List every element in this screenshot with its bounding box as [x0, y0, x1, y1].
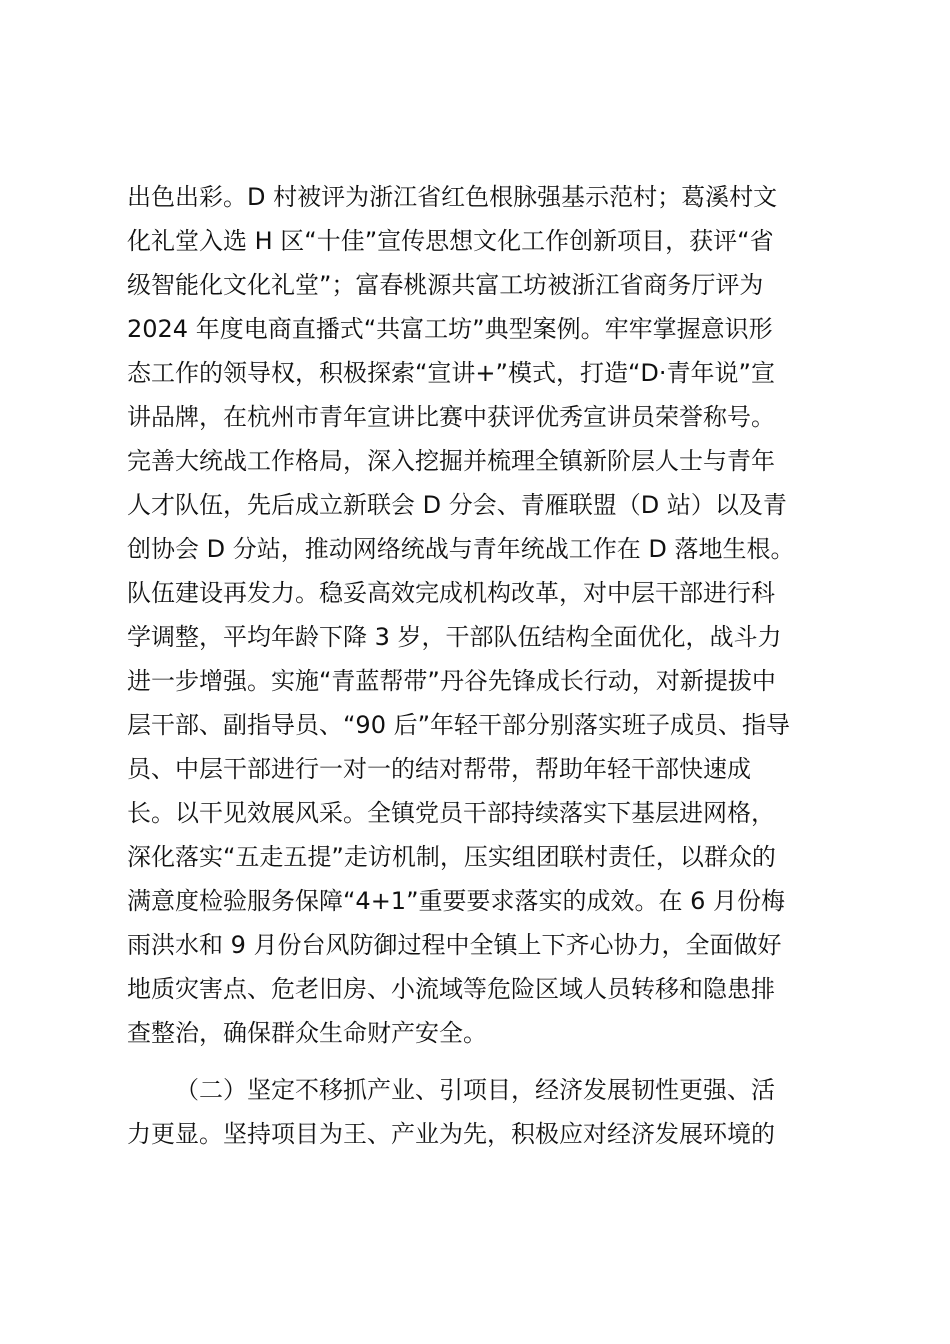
text-line: 满意度检验服务保障“4+1”重要要求落实的成效。在 6 月份梅: [127, 887, 786, 915]
text-line: 人才队伍，先后成立新联会 D 分会、青雁联盟（D 站）以及青: [127, 491, 787, 519]
text-line: 雨洪水和 9 月份台风防御过程中全镇上下齐心协力，全面做好: [127, 931, 782, 959]
text-line: 学调整，平均年龄下降 3 岁，干部队伍结构全面优化，战斗力: [127, 623, 782, 651]
text-line: 进一步增强。实施“青蓝帮带”丹谷先锋成长行动，对新提拔中: [127, 667, 776, 695]
text-line: 创协会 D 分站，推动网络统战与青年统战工作在 D 落地生根。: [127, 535, 795, 563]
text-line: 讲品牌，在杭州市青年宣讲比赛中获评优秀宣讲员荣誉称号。: [127, 403, 775, 431]
text-line: 态工作的领导权，积极探索“宣讲+”模式，打造“D·青年说”宣: [127, 359, 775, 387]
text-line: 长。以干见效展风采。全镇党员干部持续落实下基层进网格，: [127, 799, 775, 827]
text-line: 地质灾害点、危老旧房、小流域等危险区域人员转移和隐患排: [127, 975, 775, 1003]
text-line: 队伍建设再发力。稳妥高效完成机构改革，对中层干部进行科: [127, 579, 775, 607]
text-line: 级智能化文化礼堂”；富春桃源共富工坊被浙江省商务厅评为: [127, 271, 764, 299]
text-line: 深化落实“五走五提”走访机制，压实组团联村责任，以群众的: [127, 843, 776, 871]
text-line: 查整治，确保群众生命财产安全。: [127, 1019, 487, 1047]
text-line: 完善大统战工作格局，深入挖掘并梳理全镇新阶层人士与青年: [127, 447, 775, 475]
text-line: 力更显。坚持项目为王、产业为先，积极应对经济发展环境的: [127, 1120, 775, 1148]
text-line: 化礼堂入选 H 区“十佳”宣传思想文化工作创新项目，获评“省: [127, 227, 774, 255]
document-body: [127, 175, 837, 1156]
text-line: 出色出彩。D 村被评为浙江省红色根脉强基示范村；葛溪村文: [127, 183, 778, 211]
text-line: 2024 年度电商直播式“共富工坊”典型案例。牢牢掌握意识形: [127, 315, 773, 343]
text-line: 员、中层干部进行一对一的结对帮带，帮助年轻干部快速成: [127, 755, 751, 783]
text-line: 层干部、副指导员、“90 后”年轻干部分别落实班子成员、指导: [127, 711, 791, 739]
section-heading-line: （二）坚定不移抓产业、引项目，经济发展韧性更强、活: [175, 1076, 775, 1104]
